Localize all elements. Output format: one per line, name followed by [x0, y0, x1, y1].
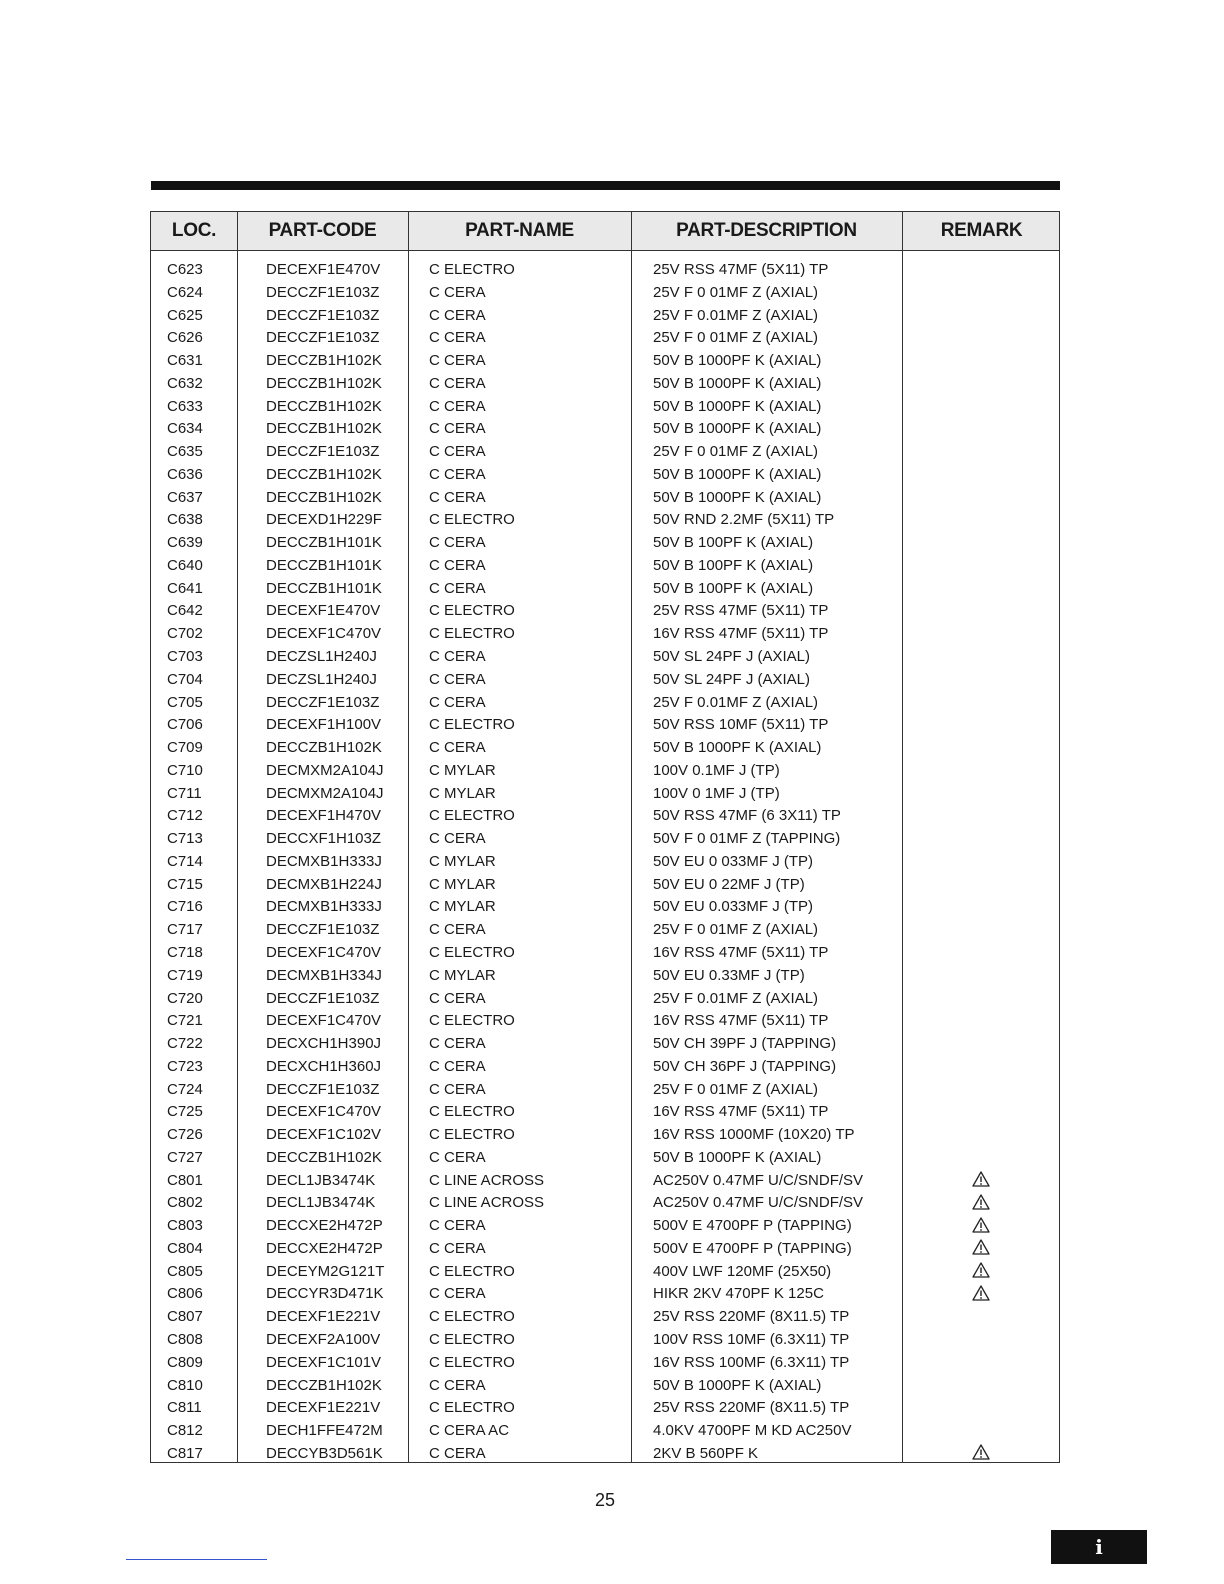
loc-cell: C635 — [167, 443, 203, 461]
part-name-cell: C ELECTRO — [429, 1103, 515, 1121]
loc-cell: C802 — [167, 1194, 203, 1212]
part-description-cell: 50V B 100PF K (AXIAL) — [653, 534, 814, 552]
part-description-cell: 50V SL 24PF J (AXIAL) — [653, 648, 811, 666]
part-name-cell: C CERA — [429, 648, 486, 666]
part-code-cell: DECMXB1H333J — [266, 852, 382, 870]
part-name-cell: C CERA — [429, 306, 486, 324]
part-name-cell: C CERA — [429, 830, 486, 848]
loc-cell: C642 — [167, 602, 203, 620]
part-name-cell: C MYLAR — [429, 875, 496, 893]
part-name-cell: C ELECTRO — [429, 1353, 515, 1371]
table-row — [151, 1306, 1059, 1329]
part-code-cell: DECEXF1E221V — [266, 1399, 381, 1417]
part-description-cell: 25V RSS 220MF (8X11.5) TP — [653, 1399, 850, 1417]
table-row — [151, 714, 1059, 737]
table-row — [151, 874, 1059, 897]
table-row — [151, 282, 1059, 305]
part-description-cell: 2KV B 560PF K — [653, 1444, 759, 1462]
part-name-cell: C ELECTRO — [429, 807, 515, 825]
loc-cell: C810 — [167, 1376, 203, 1394]
part-code-cell: DECCZB1H102K — [266, 1148, 382, 1166]
part-code-cell: DECCZB1H102K — [266, 465, 382, 483]
part-description-cell: 16V RSS 100MF (6.3X11) TP — [653, 1353, 850, 1371]
part-name-cell: C CERA — [429, 374, 486, 392]
table-row — [151, 259, 1059, 282]
part-description-cell: 50V EU 0.033MF J (TP) — [653, 898, 814, 916]
part-name-cell: C CERA — [429, 397, 486, 415]
part-description-cell: 16V RSS 47MF (5X11) TP — [653, 943, 829, 961]
table-row — [151, 1170, 1059, 1193]
remark-cell — [969, 1261, 993, 1284]
loc-cell: C812 — [167, 1422, 203, 1440]
warning-triangle-icon — [972, 1239, 990, 1255]
loc-cell: C709 — [167, 739, 203, 757]
part-description-cell: 50V EU 0 22MF J (TP) — [653, 875, 805, 893]
loc-cell: C717 — [167, 921, 203, 939]
part-name-cell: C MYLAR — [429, 852, 496, 870]
part-description-cell: AC250V 0.47MF U/C/SNDF/SV — [653, 1171, 864, 1189]
table-row — [151, 373, 1059, 396]
part-code-cell: DECZSL1H240J — [266, 648, 377, 666]
loc-cell: C640 — [167, 556, 203, 574]
part-code-cell: DECMXM2A104J — [266, 761, 384, 779]
remark-cell — [969, 1443, 993, 1466]
table-row — [151, 1352, 1059, 1375]
loc-cell: C726 — [167, 1126, 203, 1144]
part-code-cell: DECCZB1H102K — [266, 397, 382, 415]
table-row — [151, 1101, 1059, 1124]
warning-triangle-icon — [972, 1217, 990, 1233]
part-code-cell: DECL1JB3474K — [266, 1194, 376, 1212]
table-row — [151, 623, 1059, 646]
table-header — [151, 212, 1059, 251]
info-badge[interactable]: i — [1051, 1530, 1147, 1564]
part-description-cell: 50V SL 24PF J (AXIAL) — [653, 670, 811, 688]
part-code-cell: DECMXB1H224J — [266, 875, 382, 893]
warning-triangle-icon — [972, 1262, 990, 1278]
part-code-cell: DECCZF1E103Z — [266, 693, 380, 711]
loc-cell: C637 — [167, 488, 203, 506]
part-name-cell: C MYLAR — [429, 761, 496, 779]
part-name-cell: C CERA — [429, 556, 486, 574]
part-description-cell: 50V B 1000PF K (AXIAL) — [653, 465, 822, 483]
loc-cell: C715 — [167, 875, 203, 893]
part-name-cell: C CERA — [429, 1217, 486, 1235]
part-description-cell: 16V RSS 1000MF (10X20) TP — [653, 1126, 855, 1144]
table-row — [151, 464, 1059, 487]
table-row — [151, 737, 1059, 760]
part-code-cell: DECMXB1H333J — [266, 898, 382, 916]
table-row — [151, 1124, 1059, 1147]
loc-cell: C806 — [167, 1285, 203, 1303]
loc-cell: C811 — [167, 1399, 202, 1417]
part-code-cell: DECCXF1H103Z — [266, 830, 382, 848]
part-name-cell: C CERA — [429, 1148, 486, 1166]
table-row — [151, 942, 1059, 965]
table-row — [151, 805, 1059, 828]
part-description-cell: 25V F 0.01MF Z (AXIAL) — [653, 989, 819, 1007]
warning-triangle-icon — [972, 1194, 990, 1210]
table-row — [151, 327, 1059, 350]
part-name-cell: C ELECTRO — [429, 1308, 515, 1326]
table-row — [151, 692, 1059, 715]
part-code-cell: DECCZF1E103Z — [266, 329, 380, 347]
table-row — [151, 1215, 1059, 1238]
remark-cell — [969, 1170, 993, 1193]
table-row — [151, 783, 1059, 806]
footer-link-underline[interactable] — [126, 1559, 267, 1560]
part-code-cell: DECEXF1E470V — [266, 261, 381, 278]
table-row — [151, 1033, 1059, 1056]
part-description-cell: AC250V 0.47MF U/C/SNDF/SV — [653, 1194, 864, 1212]
loc-cell: C723 — [167, 1057, 203, 1075]
part-code-cell: DECZSL1H240J — [266, 670, 377, 688]
part-name-cell: C MYLAR — [429, 966, 496, 984]
table-row — [151, 965, 1059, 988]
part-name-cell: C CERA — [429, 1239, 486, 1257]
part-description-cell: 100V 0.1MF J (TP) — [653, 761, 780, 779]
part-description-cell: 50V F 0 01MF Z (TAPPING) — [653, 830, 841, 848]
loc-cell: C808 — [167, 1330, 203, 1348]
part-description-cell: 4.0KV 4700PF M KD AC250V — [653, 1422, 852, 1440]
part-description-cell: 500V E 4700PF P (TAPPING) — [653, 1217, 852, 1235]
part-description-cell: 16V RSS 47MF (5X11) TP — [653, 1012, 829, 1030]
header-part-description: PART-DESCRIPTION — [676, 220, 857, 241]
part-name-cell: C ELECTRO — [429, 1012, 515, 1030]
loc-cell: C801 — [167, 1171, 203, 1189]
part-code-cell: DECCZB1H102K — [266, 739, 382, 757]
table-row — [151, 350, 1059, 373]
part-name-cell: C ELECTRO — [429, 1262, 515, 1280]
part-description-cell: 25V F 0 01MF Z (AXIAL) — [653, 443, 819, 461]
part-description-cell: 50V B 1000PF K (AXIAL) — [653, 352, 822, 370]
table-row — [151, 509, 1059, 532]
part-code-cell: DECCXE2H472P — [266, 1239, 383, 1257]
part-code-cell: DECEXF1C470V — [266, 625, 382, 643]
part-code-cell: DECCYB3D561K — [266, 1444, 383, 1462]
loc-cell: C634 — [167, 420, 203, 438]
loc-cell: C710 — [167, 761, 203, 779]
loc-cell: C711 — [167, 784, 202, 802]
part-description-cell: 16V RSS 47MF (5X11) TP — [653, 1103, 829, 1121]
loc-cell: C704 — [167, 670, 203, 688]
loc-cell: C631 — [167, 352, 203, 370]
part-name-cell: C CERA — [429, 1057, 486, 1075]
table-row — [151, 441, 1059, 464]
part-code-cell: DECCZF1E103Z — [266, 283, 380, 301]
header-part-code: PART-CODE — [268, 220, 377, 241]
part-description-cell: 25V RSS 47MF (5X11) TP — [653, 261, 829, 278]
part-code-cell: DECCYR3D471K — [266, 1285, 384, 1303]
table-row — [151, 1010, 1059, 1033]
table-row — [151, 532, 1059, 555]
table-row — [151, 851, 1059, 874]
table-row — [151, 1375, 1059, 1398]
table-row — [151, 1329, 1059, 1352]
loc-cell: C716 — [167, 898, 203, 916]
loc-cell: C641 — [167, 579, 203, 597]
part-name-cell: C ELECTRO — [429, 511, 515, 529]
part-name-cell: C CERA — [429, 1376, 486, 1394]
warning-triangle-icon — [972, 1444, 990, 1460]
loc-cell: C702 — [167, 625, 203, 643]
loc-cell: C721 — [167, 1012, 203, 1030]
part-description-cell: 50V CH 39PF J (TAPPING) — [653, 1035, 837, 1053]
part-code-cell: DECCZF1E103Z — [266, 921, 380, 939]
table-row — [151, 1261, 1059, 1284]
part-name-cell: C CERA — [429, 1035, 486, 1053]
part-code-cell: DECCZB1H102K — [266, 352, 382, 370]
table-row — [151, 760, 1059, 783]
part-code-cell: DECEXF1E470V — [266, 602, 381, 620]
part-name-cell: C CERA — [429, 1444, 486, 1462]
part-description-cell: 16V RSS 47MF (5X11) TP — [653, 625, 829, 643]
part-description-cell: 50V B 100PF K (AXIAL) — [653, 579, 814, 597]
part-name-cell: C CERA — [429, 693, 486, 711]
part-name-cell: C ELECTRO — [429, 625, 515, 643]
table-row — [151, 600, 1059, 623]
table-row — [151, 828, 1059, 851]
table-row — [151, 919, 1059, 942]
table-row — [151, 1147, 1059, 1170]
table-row — [151, 1192, 1059, 1215]
loc-cell: C636 — [167, 465, 203, 483]
table-row — [151, 418, 1059, 441]
loc-cell: C623 — [167, 261, 203, 278]
part-description-cell: 50V B 100PF K (AXIAL) — [653, 556, 814, 574]
part-name-cell: C CERA — [429, 329, 486, 347]
table-row — [151, 1079, 1059, 1102]
header-part-name: PART-NAME — [465, 220, 574, 241]
table-row — [151, 1056, 1059, 1079]
loc-cell: C817 — [167, 1444, 203, 1462]
part-code-cell: DECCXE2H472P — [266, 1217, 383, 1235]
part-name-cell: C CERA — [429, 579, 486, 597]
part-code-cell: DECEXF1E221V — [266, 1308, 381, 1326]
table-row — [151, 1443, 1059, 1466]
part-description-cell: 25V F 0 01MF Z (AXIAL) — [653, 1080, 819, 1098]
loc-cell: C720 — [167, 989, 203, 1007]
part-description-cell: 400V LWF 120MF (25X50) — [653, 1262, 832, 1280]
part-name-cell: C ELECTRO — [429, 602, 515, 620]
table-row — [151, 487, 1059, 510]
loc-cell: C727 — [167, 1148, 203, 1166]
part-description-cell: 100V 0 1MF J (TP) — [653, 784, 780, 802]
table-row — [151, 1238, 1059, 1261]
part-description-cell: 25V F 0 01MF Z (AXIAL) — [653, 283, 819, 301]
loc-cell: C624 — [167, 283, 203, 301]
loc-cell: C626 — [167, 329, 203, 347]
header-remark: REMARK — [940, 220, 1023, 241]
loc-cell: C803 — [167, 1217, 203, 1235]
part-description-cell: 50V B 1000PF K (AXIAL) — [653, 1148, 822, 1166]
loc-cell: C724 — [167, 1080, 203, 1098]
part-code-cell: DECCZF1E103Z — [266, 306, 380, 324]
remark-cell — [969, 1238, 993, 1261]
loc-cell: C807 — [167, 1308, 203, 1326]
part-description-cell: 50V RSS 47MF (6 3X11) TP — [653, 807, 841, 825]
table-body — [151, 259, 1059, 1466]
part-description-cell: 25V F 0.01MF Z (AXIAL) — [653, 306, 819, 324]
part-description-cell: 500V E 4700PF P (TAPPING) — [653, 1239, 852, 1257]
part-description-cell: HIKR 2KV 470PF K 125C — [653, 1285, 824, 1303]
part-description-cell: 25V RSS 47MF (5X11) TP — [653, 602, 829, 620]
part-description-cell: 25V RSS 220MF (8X11.5) TP — [653, 1308, 850, 1326]
part-code-cell: DECXCH1H360J — [266, 1057, 382, 1075]
part-code-cell: DECL1JB3474K — [266, 1171, 376, 1189]
table-row — [151, 988, 1059, 1011]
part-code-cell: DECEXD1H229F — [266, 511, 382, 529]
part-code-cell: DECCZB1H102K — [266, 488, 382, 506]
table-row — [151, 578, 1059, 601]
part-code-cell: DECEXF1C470V — [266, 943, 382, 961]
part-code-cell: DECEXF1C470V — [266, 1103, 382, 1121]
part-name-cell: C CERA — [429, 283, 486, 301]
table-row — [151, 396, 1059, 419]
part-name-cell: C CERA — [429, 352, 486, 370]
page-number: 25 — [594, 1490, 616, 1510]
loc-cell: C705 — [167, 693, 203, 711]
loc-cell: C638 — [167, 511, 203, 529]
part-name-cell: C CERA — [429, 670, 486, 688]
part-code-cell: DECEXF1C101V — [266, 1353, 382, 1371]
part-description-cell: 100V RSS 10MF (6.3X11) TP — [653, 1330, 850, 1348]
loc-cell: C639 — [167, 534, 203, 552]
part-code-cell: DECMXB1H334J — [266, 966, 382, 984]
loc-cell: C706 — [167, 716, 203, 734]
part-name-cell: C ELECTRO — [429, 943, 515, 961]
part-description-cell: 50V B 1000PF K (AXIAL) — [653, 420, 822, 438]
part-code-cell: DECCZF1E103Z — [266, 989, 380, 1007]
table-row — [151, 305, 1059, 328]
part-code-cell: DECEXF1C102V — [266, 1126, 382, 1144]
part-code-cell: DECCZB1H102K — [266, 374, 382, 392]
part-name-cell: C LINE ACROSS — [429, 1194, 545, 1212]
table-row — [151, 555, 1059, 578]
part-code-cell: DECCZB1H101K — [266, 556, 382, 574]
part-description-cell: 50V RSS 10MF (5X11) TP — [653, 716, 829, 734]
part-description-cell: 25V F 0.01MF Z (AXIAL) — [653, 693, 819, 711]
part-description-cell: 50V B 1000PF K (AXIAL) — [653, 739, 822, 757]
table-row — [151, 896, 1059, 919]
top-rule — [151, 181, 1060, 190]
part-code-cell: DECEYM2G121T — [266, 1262, 385, 1280]
part-name-cell: C CERA — [429, 1285, 486, 1303]
part-name-cell: C LINE ACROSS — [429, 1171, 545, 1189]
part-description-cell: 50V EU 0 033MF J (TP) — [653, 852, 814, 870]
part-description-cell: 50V B 1000PF K (AXIAL) — [653, 488, 822, 506]
loc-cell: C809 — [167, 1353, 203, 1371]
table-row — [151, 1397, 1059, 1420]
part-code-cell: DECXCH1H390J — [266, 1035, 382, 1053]
part-code-cell: DECCZB1H102K — [266, 1376, 382, 1394]
loc-cell: C712 — [167, 807, 203, 825]
part-name-cell: C CERA AC — [429, 1422, 510, 1440]
part-description-cell: 25V F 0 01MF Z (AXIAL) — [653, 921, 819, 939]
part-code-cell: DECEXF1C470V — [266, 1012, 382, 1030]
part-code-cell: DECEXF1H470V — [266, 807, 382, 825]
table-row — [151, 646, 1059, 669]
loc-cell: C722 — [167, 1035, 203, 1053]
part-code-cell: DECCZB1H101K — [266, 534, 382, 552]
loc-cell: C703 — [167, 648, 203, 666]
warning-triangle-icon — [972, 1285, 990, 1301]
warning-triangle-icon — [972, 1171, 990, 1187]
part-description-cell: 25V F 0 01MF Z (AXIAL) — [653, 329, 819, 347]
remark-cell — [969, 1283, 993, 1306]
part-name-cell: C ELECTRO — [429, 261, 515, 278]
loc-cell: C719 — [167, 966, 203, 984]
part-name-cell: C ELECTRO — [429, 716, 515, 734]
part-name-cell: C CERA — [429, 465, 486, 483]
part-name-cell: C ELECTRO — [429, 1399, 515, 1417]
part-code-cell: DECEXF2A100V — [266, 1330, 381, 1348]
loc-cell: C633 — [167, 397, 203, 415]
remark-cell — [969, 1192, 993, 1215]
part-name-cell: C CERA — [429, 989, 486, 1007]
part-description-cell: 50V B 1000PF K (AXIAL) — [653, 397, 822, 415]
header-loc: LOC. — [171, 220, 217, 241]
part-description-cell: 50V B 1000PF K (AXIAL) — [653, 374, 822, 392]
part-description-cell: 50V EU 0.33MF J (TP) — [653, 966, 805, 984]
part-code-cell: DECCZB1H101K — [266, 579, 382, 597]
part-description-cell: 50V CH 36PF J (TAPPING) — [653, 1057, 837, 1075]
part-name-cell: C CERA — [429, 1080, 486, 1098]
part-code-cell: DECMXM2A104J — [266, 784, 384, 802]
part-name-cell: C MYLAR — [429, 784, 496, 802]
part-name-cell: C CERA — [429, 488, 486, 506]
part-name-cell: C ELECTRO — [429, 1330, 515, 1348]
part-name-cell: C CERA — [429, 420, 486, 438]
part-name-cell: C CERA — [429, 739, 486, 757]
loc-cell: C805 — [167, 1262, 203, 1280]
loc-cell: C632 — [167, 374, 203, 392]
part-code-cell: DECCZF1E103Z — [266, 1080, 380, 1098]
part-name-cell: C CERA — [429, 443, 486, 461]
part-code-cell: DECH1FFE472M — [266, 1422, 383, 1440]
part-name-cell: C CERA — [429, 534, 486, 552]
part-name-cell: C ELECTRO — [429, 1126, 515, 1144]
part-name-cell: C CERA — [429, 921, 486, 939]
part-code-cell: DECCZF1E103Z — [266, 443, 380, 461]
table-row — [151, 669, 1059, 692]
table-row — [151, 1283, 1059, 1306]
loc-cell: C725 — [167, 1103, 203, 1121]
loc-cell: C714 — [167, 852, 203, 870]
part-code-cell: DECCZB1H102K — [266, 420, 382, 438]
loc-cell: C625 — [167, 306, 203, 324]
loc-cell: C718 — [167, 943, 203, 961]
table-row — [151, 1420, 1059, 1443]
part-name-cell: C MYLAR — [429, 898, 496, 916]
loc-cell: C804 — [167, 1239, 203, 1257]
part-code-cell: DECEXF1H100V — [266, 716, 382, 734]
loc-cell: C713 — [167, 830, 203, 848]
part-description-cell: 50V B 1000PF K (AXIAL) — [653, 1376, 822, 1394]
remark-cell — [969, 1215, 993, 1238]
parts-table — [150, 211, 1060, 1463]
part-description-cell: 50V RND 2.2MF (5X11) TP — [653, 511, 835, 529]
